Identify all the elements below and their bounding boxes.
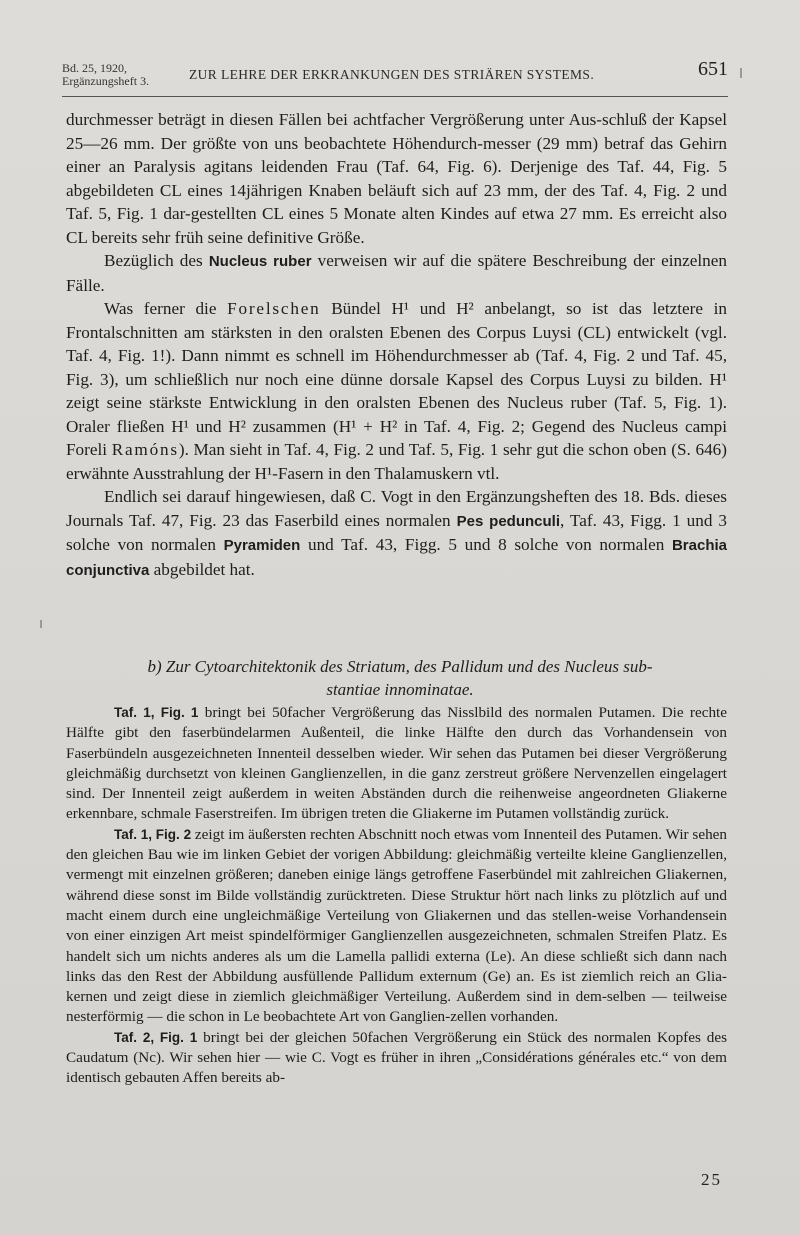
running-header <box>62 56 728 97</box>
volume-line-1: Bd. 25, 1920, <box>62 61 128 75</box>
term-forelschen: Forelschen <box>227 299 321 318</box>
section-heading <box>100 655 700 701</box>
plate-description-2: Taf. 1, Fig. 2 zeigt im äußersten rechten Abschnitt noch etwas vom Innenteil des Putamen. Wir sehen den gleichen Bau wie im linken Gebiet der vorigen Abbildung: gleichmäßig verteilte kleine Ganglienzellen, vermengt mit einzelnen größeren; daneben einige längs getroffene Faserbündel mit zahlreichen Gliakernen, während diese sonst im Bilde vollständig zurücktreten. Diese Struktur hört nach links zu plötzlich auf und macht einem durch eine ungleichmäßige Verteilung von Gliakernen und das stellen-weise Vorhandensein von einer einzigen Art meist spindelförmiger Ganglienzellen ausgezeichneten, schmalen Streifen Platz. Es handelt sich um nichts anderes als um die Lamella pallidi externa (Le). An diese schließt sich dann nach links das den Rest der Abbildung ausfüllende Pallidum externum (Ge) an. Es ist ziemlich reich an Glia-kernen und zeigt diese in ziemlich gleichmäßiger Verteilung. Außerdem sind in dem-selben — teilweise nesterförmig — die schon in Le beobachtete Art von Ganglien-zellen vorhanden. <box>66 825 728 1026</box>
sheet-signature: 25 <box>701 1170 722 1189</box>
term-nucleus-ruber: Nucleus ruber <box>208 253 312 270</box>
term-ramons: Ramóns <box>111 440 179 459</box>
plate-descriptions <box>66 703 727 1089</box>
paragraph-2: Bezüglich des Nucleus ruber verweisen wir auf die spätere Beschreibung der einzelnen Fälle. <box>66 251 727 295</box>
paragraph-4: Endlich sei darauf hingewiesen, daß C. Vogt in den Ergänzungsheften des 18. Bds. dieses Journals Taf. 47, Fig. 23 das Faserbild eines normalen Pes pedunculi, Taf. 43, Figg. 1 und 3 solche von normalen Pyramiden und Taf. 43, Figg. 5 und 8 solche von normalen Brachia conjunctiva abgebildet hat. <box>66 487 727 579</box>
main-text <box>66 108 727 582</box>
page-number: 651 <box>698 58 728 80</box>
scan-mark <box>740 68 742 78</box>
plate-label-3: Taf. 2, Fig. 1 <box>114 1029 198 1045</box>
paragraph-1: durchmesser beträgt in diesen Fällen bei achtfacher Vergrößerung unter Aus-schluß der Kapsel 25—26 mm. Der größte von uns beobachtete Höhendurch-messer (29 mm) betraf das Gehirn einer an Paralysis agitans leidenden Frau (Taf. 64, Fig. 6). Derjenige des Taf. 44, Fig. 5 abgebildeten CL eines 14jährigen Knaben beläuft sich auf 23 mm, der des Taf. 4, Fig. 2 und Taf. 5, Fig. 1 dar-gestellten CL eines 5 Monate alten Kindes auf etwa 27 mm. Es erreicht also CL bereits sehr früh seine definitive Größe. <box>66 110 727 247</box>
plate-description-3: Taf. 2, Fig. 1 bringt bei der gleichen 50fachen Vergrößerung ein Stück des normalen Kopfes des Caudatum (Nc). Wir sehen hier — wie C. Vogt es früher in ihren „Considérations générales etc.“ von dem identisch gebauten Affen bereits ab- <box>66 1028 728 1087</box>
term-pes-pedunculi: Pes pedunculi <box>456 512 560 530</box>
scan-mark <box>40 620 42 628</box>
volume-info <box>62 62 149 88</box>
paragraph-3: Was ferner die Forelschen Bündel H¹ und H² anbelangt, so ist das letztere in Frontalschnitten am stärksten in den oralsten Ebenen des Corpus Luysi (CL) entwickelt (vgl. Taf. 4, Fig. 1!). Dann nimmt es schnell im Höhendurchmesser ab (Taf. 4, Fig. 2 und Taf. 45, Fig. 3), um schließlich nur noch eine dünne dorsale Kapsel des Corpus Luysi zu bilden. H¹ zeigt seine stärkste Entwicklung in den oralsten Ebenen des Nucleus ruber (Taf. 5, Fig. 1). Oraler fließen H¹ und H² zusammen (H¹ + H² in Taf. 4, Fig. 2; Gegend des Nucleus campi Foreli Ramóns). Man sieht in Taf. 4, Fig. 2 und Taf. 5, Fig. 1 sehr gut die schon oben (S. 646) erwähnte Ausstrahlung der H¹-Fasern in den Thalamuskern vtl. <box>66 299 728 483</box>
term-pyramiden: Pyramiden <box>223 537 301 554</box>
section-heading-line-2: stantiae innominatae. <box>326 680 474 699</box>
running-title: ZUR LEHRE DER ERKRANKUNGEN DES STRIÄREN SYSTEMS. <box>189 67 595 82</box>
plate-label-1: Taf. 1, Fig. 1 <box>114 705 199 720</box>
volume-line-2: Ergänzungsheft 3. <box>62 74 150 88</box>
plate-label-2: Taf. 1, Fig. 2 <box>114 826 192 842</box>
term-brachia-conjunctiva: Brachia conjunctiva <box>66 537 727 579</box>
section-heading-line-1: b) Zur Cytoarchitektonik des Striatum, des Pallidum und des Nucleus sub- <box>147 657 653 676</box>
plate-description-1: Taf. 1, Fig. 1 bringt bei 50facher Vergrößerung das Nisslbild des normalen Putamen. Die rechte Hälfte gibt den faserbündelarmen Außenteil, die linke Hälfte den durch das Vorhandensein von Faserbündeln ausgezeichneten Innenteil desselben wieder. Wir sehen das Putamen bei dieser Vergrößerung gleichmäßig durchsetzt von kleinen Ganglienzellen, in die ganz zerstreut größere Nervenzellen eingelagert sind. Der Innenteil zeigt außerdem in weiten Abständen durch die reihenweise angeordneten Gliakerne erkennbare, schmale Faserstreifen. Im übrigen treten die Gliakerne im Putamen vollständig zurück. <box>66 704 727 823</box>
